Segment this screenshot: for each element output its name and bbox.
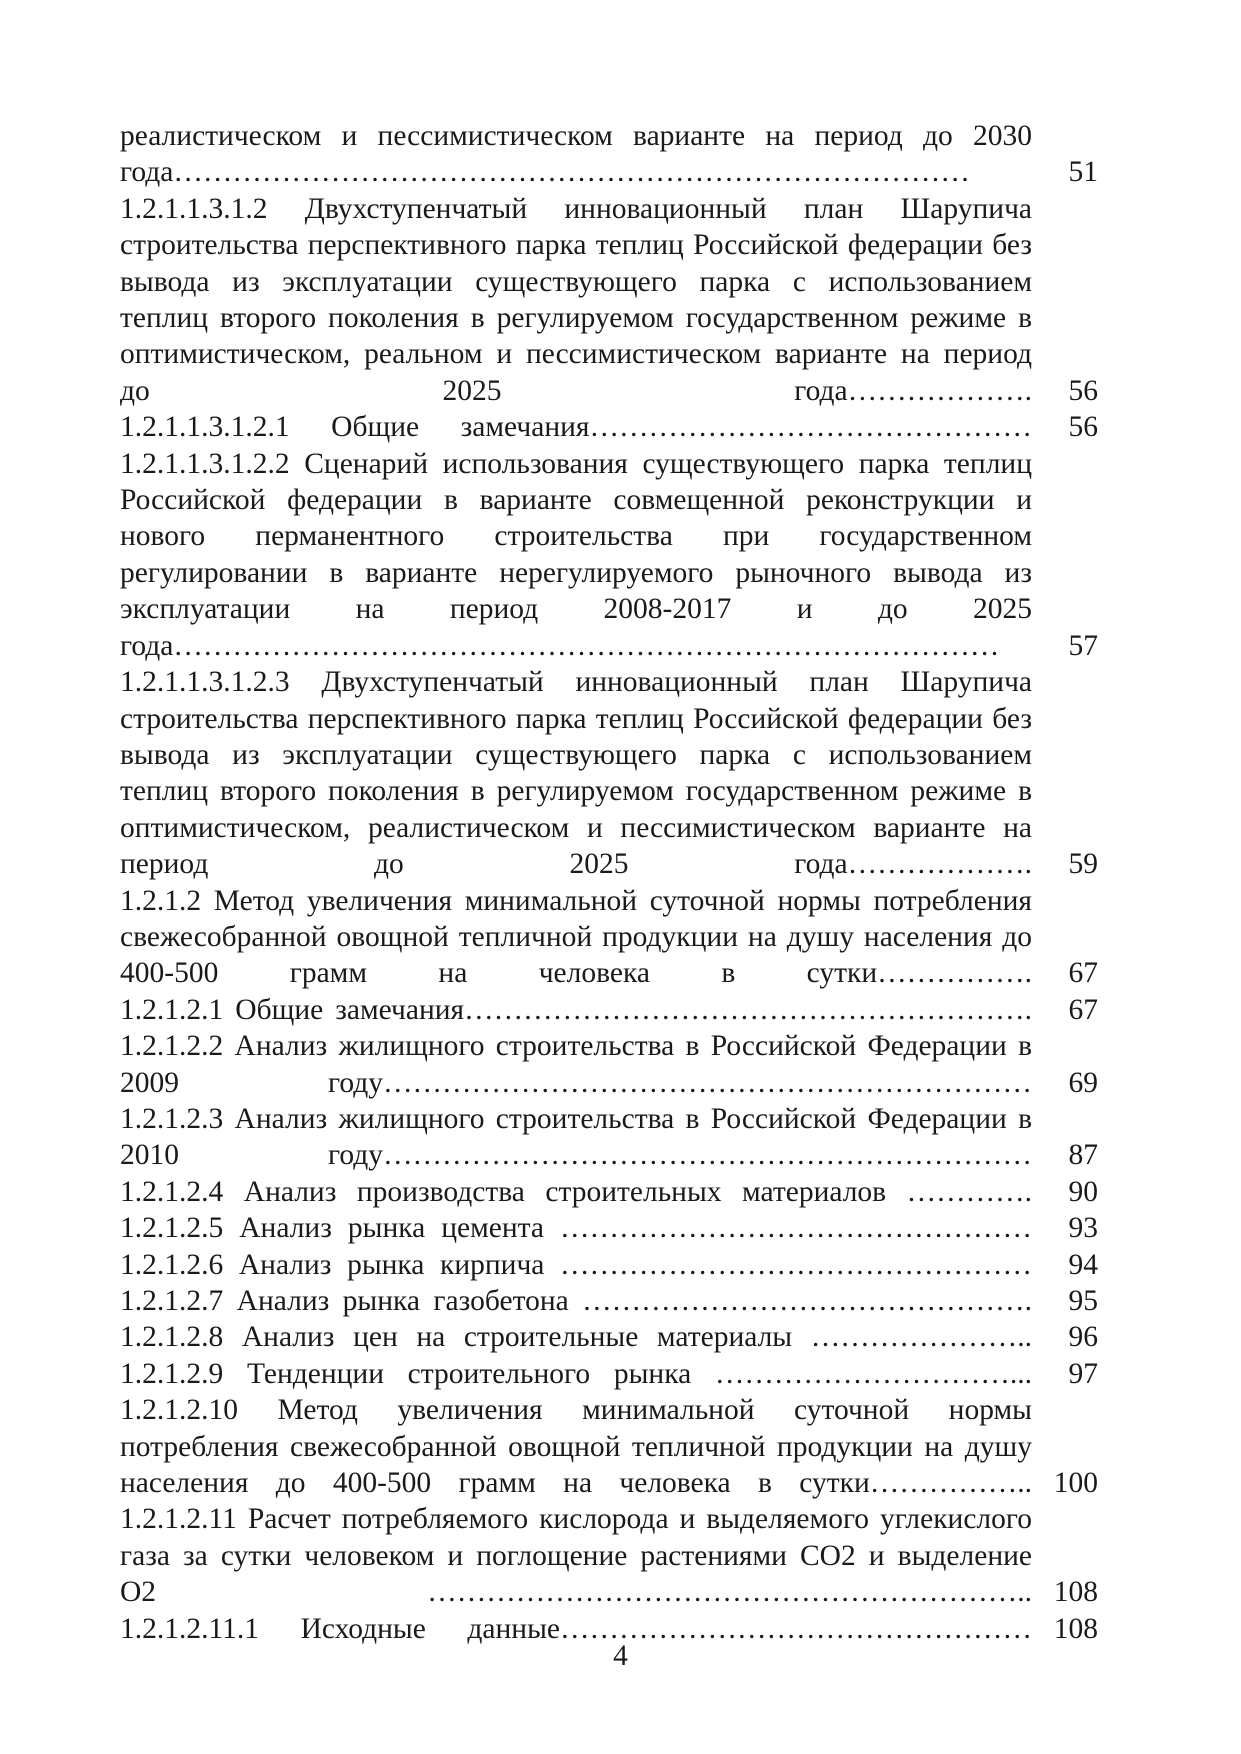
toc-entry [120, 992, 1120, 1028]
toc-entry [120, 1356, 1120, 1392]
toc-entry-title: 1.2.1.2 Метод увеличения минимальной суточной нормы потребления свежесобранной овощной тепличной продукции на душу населения до 400-500 грамм на человека в сутки……………. [120, 884, 1032, 990]
toc-entry [120, 1174, 1120, 1210]
toc-entry-title: 1.2.1.2.5 Анализ рынка цемента ………………………………………… [120, 1212, 1032, 1245]
toc-entry [120, 1247, 1120, 1283]
toc-entry-page: 87 [1068, 1139, 1098, 1172]
toc-entry-title: 1.2.1.1.3.1.2 Двухступенчатый инновационный план Шарупича строительства перспективного парка теплиц Российской федерации без вывода из эксплуатации существующего парка с использованием теплиц второго поколения в регулируемом государственном режиме в оптимистическом, реальном и пессимистическом варианте на период до 2025 года………………. [120, 192, 1032, 407]
toc-entry-page: 56 [1068, 411, 1098, 444]
toc-entry-title: 1.2.1.2.11 Расчет потребляемого кислорода и выделяемого углекислого газа за сутки человеком и поглощение растениями СО2 и выделение О2 …………………………………………………….. [120, 1503, 1032, 1609]
toc-entry-page: 95 [1068, 1285, 1098, 1317]
toc-entry-page: 93 [1068, 1212, 1098, 1245]
toc-entry-title: 1.2.1.1.3.1.2.1 Общие замечания……………………………………… [120, 411, 1032, 444]
toc-entry [120, 1101, 1120, 1174]
toc-entry [120, 446, 1120, 664]
toc-entry [120, 191, 1120, 409]
toc-entry [120, 1319, 1120, 1355]
toc-entry-title: 1.2.1.2.8 Анализ цен на строительные материалы ………………….. [120, 1321, 1032, 1354]
toc-entry-page: 56 [1068, 374, 1098, 407]
toc-entry-page: 51 [1068, 156, 1098, 189]
toc-entry [120, 883, 1120, 992]
toc-entry [120, 1210, 1120, 1246]
toc-entry-title: 1.2.1.2.4 Анализ производства строительных материалов …………. [120, 1175, 1032, 1208]
toc-entry-title: 1.2.1.1.3.1.2.3 Двухступенчатый инновационный план Шарупича строительства перспективного парка теплиц Российской федерации без вывода из эксплуатации существующего парка с использованием теплиц второго поколения в регулируемом государственном режиме в оптимистическом, реалистическом и пессимистическом варианте на период до 2025 года………………. [120, 666, 1032, 881]
toc-entry-title: 1.2.1.1.3.1.2.2 Сценарий использования существующего парка теплиц Российской федерации в варианте совмещенной реконструкции и нового перманентного строительства при государственном регулировании в варианте нерегулируемого рыночного вывода из эксплуатации на период 2008-2017 и до 2025 года………………………………………………………………………… [120, 447, 1032, 662]
toc-entry-page: 108 [1053, 1576, 1098, 1609]
table-of-contents [120, 118, 1120, 1647]
toc-entry-title: 1.2.1.2.10 Метод увеличения минимальной суточной нормы потребления свежесобранной овощной тепличной продукции на душу населения до 400-500 грамм на человека в сутки…………….. [120, 1394, 1032, 1500]
toc-entry-title: 1.2.1.2.2 Анализ жилищного строительства в Российской Федерации в 2009 году………………………………………………………… [120, 1030, 1032, 1099]
toc-entry-page: 100 [1053, 1467, 1098, 1500]
toc-entry-page: 59 [1068, 848, 1098, 881]
toc-entry-page: 108 [1053, 1612, 1098, 1645]
toc-entry [120, 1392, 1120, 1501]
toc-entry-title: 1.2.1.2.3 Анализ жилищного строительства в Российской Федерации в 2010 году………………………………………………………… [120, 1102, 1032, 1172]
toc-entry-title: реалистическом и пессимистическом варианте на период до 2030 года……………………………………………………………………… [120, 120, 1032, 189]
toc-entry [120, 1501, 1120, 1610]
toc-entry [120, 1028, 1120, 1101]
toc-entry-page: 94 [1068, 1248, 1098, 1281]
toc-entry-title: 1.2.1.2.11.1 Исходные данные………………………………………… [120, 1612, 1032, 1645]
toc-entry-page: 97 [1068, 1357, 1098, 1390]
toc-entry-title: 1.2.1.2.9 Тенденции строительного рынка …………………………... [120, 1357, 1032, 1390]
toc-entry-page: 69 [1068, 1066, 1098, 1099]
toc-entry [120, 664, 1120, 882]
toc-entry-page: 90 [1068, 1175, 1098, 1208]
toc-entry-page: 67 [1068, 993, 1098, 1026]
toc-entry-title: 1.2.1.2.7 Анализ рынка газобетона ………………………………………. [120, 1285, 1032, 1317]
toc-entry-page: 67 [1068, 957, 1098, 990]
toc-entry-title: 1.2.1.2.1 Общие замечания…………………………………………………. [120, 993, 1032, 1026]
toc-entry [120, 409, 1120, 445]
toc-entry-page: 57 [1068, 629, 1098, 662]
toc-entry [120, 1283, 1120, 1319]
toc-entry-title: 1.2.1.2.6 Анализ рынка кирпича ………………………………………… [120, 1248, 1032, 1281]
toc-entry-page: 96 [1068, 1321, 1098, 1354]
toc-entry [120, 118, 1120, 191]
page-number: 4 [613, 1640, 628, 1672]
